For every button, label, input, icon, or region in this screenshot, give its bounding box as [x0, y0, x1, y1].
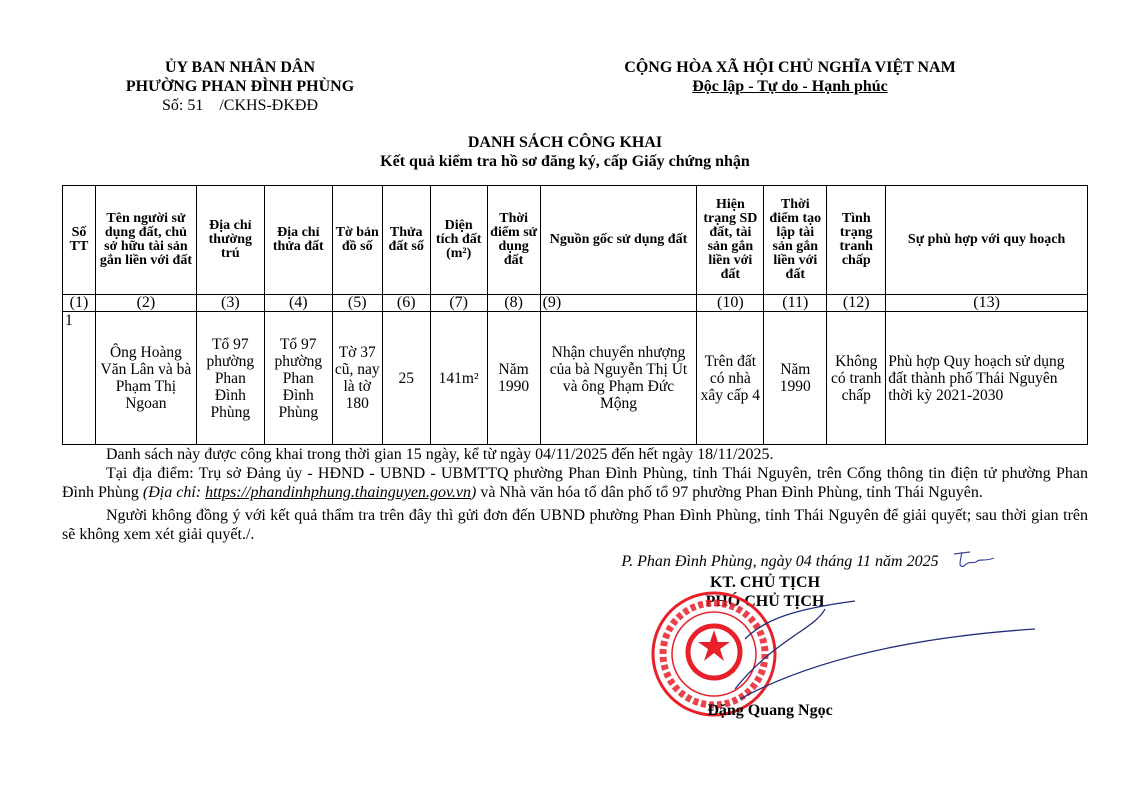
issuer-block [100, 58, 380, 115]
cell-area: 141m² [430, 312, 487, 445]
national-motto: Độc lập - Tự do - Hạnh phúc [692, 78, 888, 95]
table-header-row [63, 186, 1088, 295]
cell-use-time: Năm 1990 [487, 312, 540, 445]
col-header: Tình trạng tranh chấp [827, 186, 886, 295]
cell-map-sheet: Tờ 37 cũ, nay là tờ 180 [332, 312, 382, 445]
col-number: (8) [487, 295, 540, 312]
col-header: Tờ bản đồ số [332, 186, 382, 295]
col-header: Thời điểm sử dụng đất [487, 186, 540, 295]
col-number: (5) [332, 295, 382, 312]
issuer-line2: PHƯỜNG PHAN ĐÌNH PHÙNG [125, 78, 355, 95]
signer-name: Đặng Quang Ngọc [707, 702, 833, 719]
col-number: (10) [697, 295, 764, 312]
col-header: Nguồn gốc sử dụng đất [540, 186, 697, 295]
role-line2: PHÓ CHỦ TỊCH [705, 593, 825, 610]
document-title: DANH SÁCH CÔNG KHAI [467, 134, 663, 151]
cell-asset-time: Năm 1990 [764, 312, 827, 445]
col-number: (2) [95, 295, 196, 312]
col-number: (9) [540, 295, 697, 312]
col-header: Diện tích đất (m²) [430, 186, 487, 295]
cell-current-state: Trên đất có nhà xây cấp 4 [697, 312, 764, 445]
col-number: (6) [382, 295, 430, 312]
col-number: (11) [764, 295, 827, 312]
document-subtitle: Kết quả kiểm tra hồ sơ đăng ký, cấp Giấy chứng nhận [380, 153, 750, 170]
paragraph-objection: Người không đồng ý với kết quả thẩm tra trên đây thì gửi đơn đến UBND phường Phan Đình Phùng, tỉnh Thái Nguyên để giải quyết; sau thời gian trên sẽ không xem xét giải quyết./. [62, 507, 1088, 543]
col-header: Địa chỉ thửa đất [264, 186, 332, 295]
col-header: Tên người sử dụng đất, chủ sở hữu tài sản gắn liền với đất [95, 186, 196, 295]
cell-dispute: Không có tranh chấp [827, 312, 886, 445]
cell-owner: Ông Hoàng Văn Lân và bà Phạm Thị Ngoan [95, 312, 196, 445]
initials-mark-2 [950, 548, 1000, 572]
col-header: Sự phù hợp với quy hoạch [886, 186, 1088, 295]
cell-origin: Nhận chuyển nhượng của bà Nguyễn Thị Út và ông Phạm Đức Mộng [540, 312, 697, 445]
cell-index: 1 [63, 312, 96, 445]
title-block [300, 133, 830, 171]
col-number: (7) [430, 295, 487, 312]
national-header [570, 58, 1010, 96]
cell-parcel-no: 25 [382, 312, 430, 445]
location-text-2: và Nhà văn hóa tổ dân phố tổ 97 phường Phan Đình Phùng, tỉnh Thái Nguyên. [476, 484, 983, 501]
role-line1: KT. CHỦ TỊCH [709, 574, 821, 591]
col-number: (13) [886, 295, 1088, 312]
col-header: Thời điểm tạo lập tài sản gắn liền với đất [764, 186, 827, 295]
signature-block [62, 552, 1088, 727]
col-number: (3) [196, 295, 264, 312]
col-header: Thửa đất số [382, 186, 430, 295]
notice-text [62, 445, 1088, 544]
document-number: Số: 51 /CKHS-ĐKĐĐ [161, 97, 318, 114]
col-number: (1) [63, 295, 96, 312]
table-number-row [63, 295, 1088, 312]
col-number: (4) [264, 295, 332, 312]
col-header: Địa chỉ thường trú [196, 186, 264, 295]
public-list-table [62, 185, 1088, 445]
paragraph-period: Danh sách này được công khai trong thời gian 15 ngày, kể từ ngày 04/11/2025 đến hết ngày 18/11/2025. [106, 446, 774, 463]
paragraph-location [62, 464, 1088, 502]
national-title: CỘNG HÒA XÃ HỘI CHỦ NGHĨA VIỆT NAM [624, 59, 956, 76]
table-row [63, 312, 1088, 445]
cell-parcel-address: Tổ 97 phường Phan Đình Phùng [264, 312, 332, 445]
website-link[interactable]: https://phandinhphung.thainguyen.gov.vn [205, 484, 471, 501]
address-label: (Địa chỉ: [142, 484, 206, 501]
cell-residence: Tổ 97 phường Phan Đình Phùng [196, 312, 264, 445]
date-line: P. Phan Đình Phùng, ngày 04 tháng 11 năm 2025 [621, 553, 939, 570]
col-number: (12) [827, 295, 886, 312]
location-text: Tại địa điểm: Trụ sở Đảng ủy - HĐND - UBND - UBMTTQ phường Phan Đình Phùng, tỉnh Thái Nguyên, trên Cổng thông tin điện tử phường Phan Đình Phùng [62, 465, 1088, 501]
address-close: ) [471, 484, 477, 501]
col-header: Số TT [63, 186, 96, 295]
col-header: Hiện trạng SD đất, tài sản gắn liền với đất [697, 186, 764, 295]
cell-planning: Phù hợp Quy hoạch sử dụng đất thành phố Thái Nguyên thời kỳ 2021-2030 [886, 312, 1088, 445]
content-flow [62, 185, 1088, 727]
issuer-line1: ỦY BAN NHÂN DÂN [164, 59, 316, 76]
